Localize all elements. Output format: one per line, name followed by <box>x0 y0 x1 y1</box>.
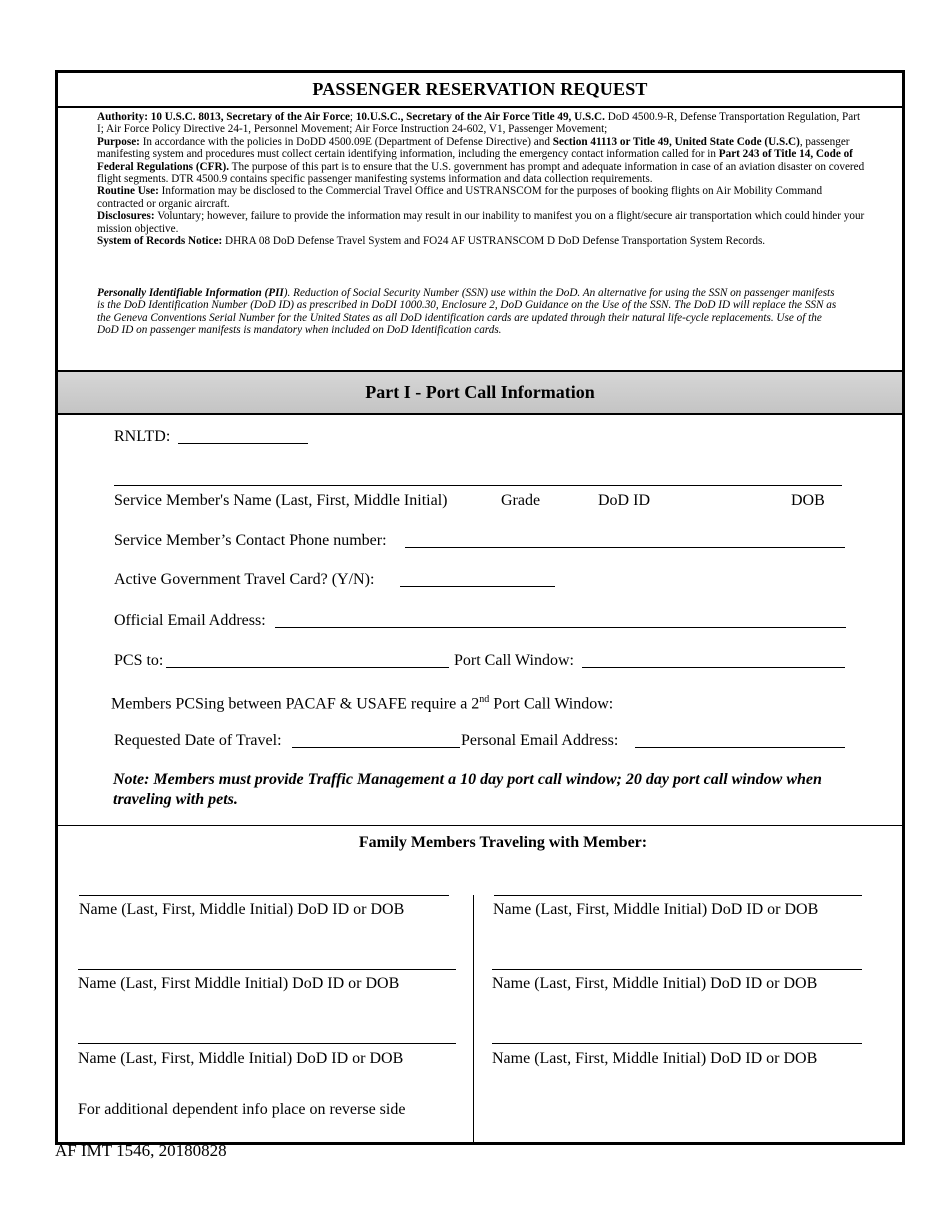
family-left-1-label: Name (Last, First, Middle Initial) DoD ID or DOB <box>79 901 405 918</box>
member-info-field[interactable] <box>114 485 842 486</box>
part1-header: Part I - Port Call Information <box>58 370 902 415</box>
port-call-window-label: Port Call Window: <box>454 652 574 669</box>
pacaf-text-sup: nd <box>479 694 490 705</box>
form-title: PASSENGER RESERVATION REQUEST <box>58 73 902 108</box>
authority-sep: ; <box>349 111 356 123</box>
travel-card-field[interactable] <box>400 586 555 587</box>
family-right-2-field[interactable] <box>492 969 862 970</box>
family-right-2-label: Name (Last, First, Middle Initial) DoD ID or DOB <box>492 975 818 992</box>
disclosures-paragraph <box>97 210 867 235</box>
member-name-label: Service Member's Name (Last, First, Middle Initial) <box>114 492 448 509</box>
pii-label-close: ). <box>283 287 291 299</box>
pii-text: Reduction of Social Security Number (SSN) use within the DoD. An alternative for using the SSN on passenger manifests is the DoD Identification Number (DoD ID) as prescribed in DoDI 1000.30, Enclosure 2, DoD Guidance on the Use of the SSN. The DoD ID will replace the SSN as the Geneva Conventions Serial Number for the United States as all DoD identification cards are updated through their natural life-cycle replacements. Use of the DoD ID on passenger manifests is mandatory when included on DoD Identification cards. <box>97 287 837 337</box>
rnltd-field[interactable] <box>178 443 308 444</box>
authority-bold-2: 10.U.S.C., Secretary of the Air Force Title 49, U.S.C. <box>355 111 605 123</box>
pcs-to-field[interactable] <box>166 667 449 668</box>
requested-date-label: Requested Date of Travel: <box>114 732 282 749</box>
family-members-header: Family Members Traveling with Member: <box>358 834 648 851</box>
authority-label: Authority: <box>97 111 148 123</box>
passenger-reservation-form <box>55 70 905 1145</box>
requested-date-field[interactable] <box>292 747 460 748</box>
pcs-to-label: PCS to: <box>114 652 164 669</box>
reverse-side-note: For additional dependent info place on reverse side <box>78 1101 406 1118</box>
family-left-3-label: Name (Last, First, Middle Initial) DoD ID or DOB <box>78 1050 404 1067</box>
family-left-2-field[interactable] <box>78 969 456 970</box>
purpose-paragraph <box>97 136 867 186</box>
routine-use-label: Routine Use: <box>97 185 159 198</box>
disclosures-label: Disclosures: <box>97 210 155 223</box>
personal-email-label: Personal Email Address: <box>461 732 619 749</box>
pacaf-text-post: Port Call Window: <box>489 695 614 713</box>
purpose-bold-1: Section 41113 or Title 49, United State Code (U.S.C) <box>552 135 800 148</box>
port-call-note: Note: Members must provide Traffic Management a 10 day port call window; 20 day port call window when traveling with pets. <box>113 771 822 808</box>
dob-label: DOB <box>791 492 825 509</box>
phone-label: Service Member’s Contact Phone number: <box>114 532 387 549</box>
grade-label: Grade <box>501 492 541 509</box>
section-divider <box>58 825 902 826</box>
phone-field[interactable] <box>405 547 845 548</box>
purpose-text-3: The purpose of this part is to ensure that the U.S. government has prompt and adequate information in case of an aviation disaster on covered flight segments. DTR 4500.9 contains specific passenger manifesting systems information and data collection requirements. <box>97 160 865 186</box>
purpose-text-2: , passenger manifesting system and procedures must collect certain identifying information, including the emergency contact information called for in <box>97 135 850 161</box>
personal-email-field[interactable] <box>635 747 845 748</box>
official-email-label: Official Email Address: <box>114 612 266 629</box>
pii-label: Personally Identifiable Information (PII <box>97 287 284 299</box>
purpose-bold-2: Part 243 of Title 14, Code of Federal Regulations (CFR). <box>97 148 853 173</box>
rnltd-label: RNLTD: <box>114 428 171 445</box>
sorn-paragraph <box>97 235 867 247</box>
official-email-field[interactable] <box>275 627 846 628</box>
family-right-3-field[interactable] <box>492 1043 862 1044</box>
family-left-1-field[interactable] <box>79 895 449 896</box>
travel-card-label: Active Government Travel Card? (Y/N): <box>114 571 375 588</box>
family-left-2-label: Name (Last, First Middle Initial) DoD ID or DOB <box>78 975 400 992</box>
pacaf-usafe-label <box>111 691 613 713</box>
authority-text: DoD 4500.9-R, Defense Transportation Regulation, Part I; Air Force Policy Directive 24-1, Personnel Movement; Air Force Instruction 24-602, V1, Passenger Movement; <box>97 111 861 136</box>
authority-paragraph <box>97 111 867 136</box>
privacy-act-statement <box>97 111 867 247</box>
routine-use-text: Information may be disclosed to the Commercial Travel Office and USTRANSCOM for the purposes of booking flights on Air Mobility Command contracted or organic aircraft. <box>97 185 823 210</box>
form-number-footer: AF IMT 1546, 20180828 <box>55 1141 227 1160</box>
dodid-label: DoD ID <box>598 492 650 509</box>
family-right-1-field[interactable] <box>494 895 862 896</box>
routine-use-paragraph <box>97 185 867 210</box>
sorn-label: System of Records Notice: <box>97 235 223 248</box>
family-left-3-field[interactable] <box>78 1043 456 1044</box>
pii-statement <box>97 287 837 337</box>
family-right-1-label: Name (Last, First, Middle Initial) DoD ID or DOB <box>493 901 819 918</box>
pacaf-text-pre: Members PCSing between PACAF & USAFE require a 2 <box>111 695 480 713</box>
family-right-3-label: Name (Last, First, Middle Initial) DoD ID or DOB <box>492 1050 818 1067</box>
authority-bold-1: 10 U.S.C. 8013, Secretary of the Air Force <box>150 111 350 123</box>
sorn-text: DHRA 08 DoD Defense Travel System and FO24 AF USTRANSCOM D DoD Defense Transportation System Records. <box>222 235 766 248</box>
disclosures-text: Voluntary; however, failure to provide the information may result in our inability to manifest you on a flight/secure air transportation which could hinder your mission objective. <box>97 210 865 235</box>
family-column-divider <box>473 895 474 1142</box>
purpose-text-1: In accordance with the policies in DoDD 4500.09E (Department of Defense Directive) and <box>139 135 553 148</box>
purpose-label: Purpose: <box>97 135 140 148</box>
port-call-window-field[interactable] <box>582 667 845 668</box>
